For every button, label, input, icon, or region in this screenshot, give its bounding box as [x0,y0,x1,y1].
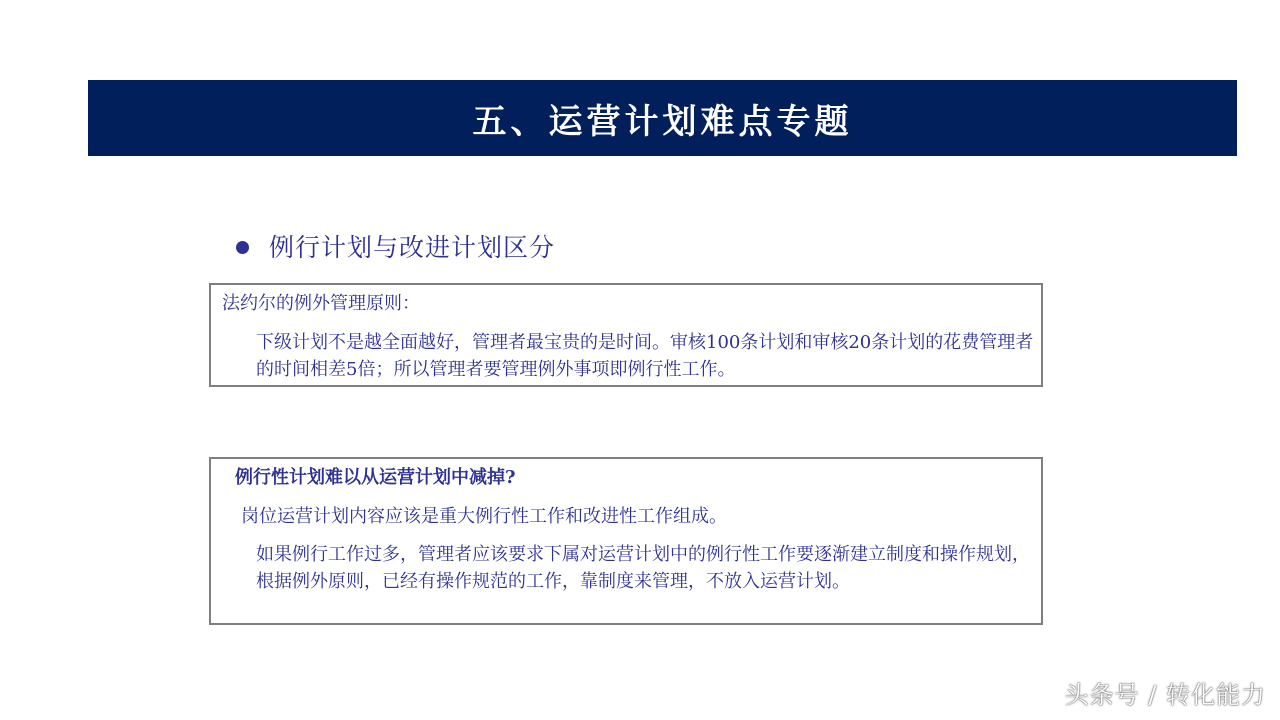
watermark: 头条号 / 转化能力 [1064,681,1266,709]
fayol-principle-box [209,283,1043,387]
bullet-dot-icon [236,241,249,254]
title-bar [88,80,1237,156]
box1-heading: 法约尔的例外管理原则： [222,293,420,314]
box1-body: 下级计划不是越全面越好，管理者最宝贵的是时间。审核100条计划和审核20条计划的花费管理者的时间相差5倍；所以管理者要管理例外事项即例行性工作。 [256,332,1034,380]
box2-heading: 例行性计划难以从运营计划中减掉? [235,467,516,488]
bullet-text: 例行计划与改进计划区分 [269,233,556,262]
bullet-item [236,226,555,266]
routine-plan-box [209,457,1043,625]
page-title: 五、运营计划难点专题 [472,101,853,142]
box2-paragraph: 如果例行工作过多，管理者应该要求下属对运营计划中的例行性工作要逐渐建立制度和操作规划，根据例外原则，已经有操作规范的工作，靠制度来管理，不放入运营计划。 [256,544,1030,592]
box2-line1: 岗位运营计划内容应该是重大例行性工作和改进性工作组成。 [241,506,727,527]
